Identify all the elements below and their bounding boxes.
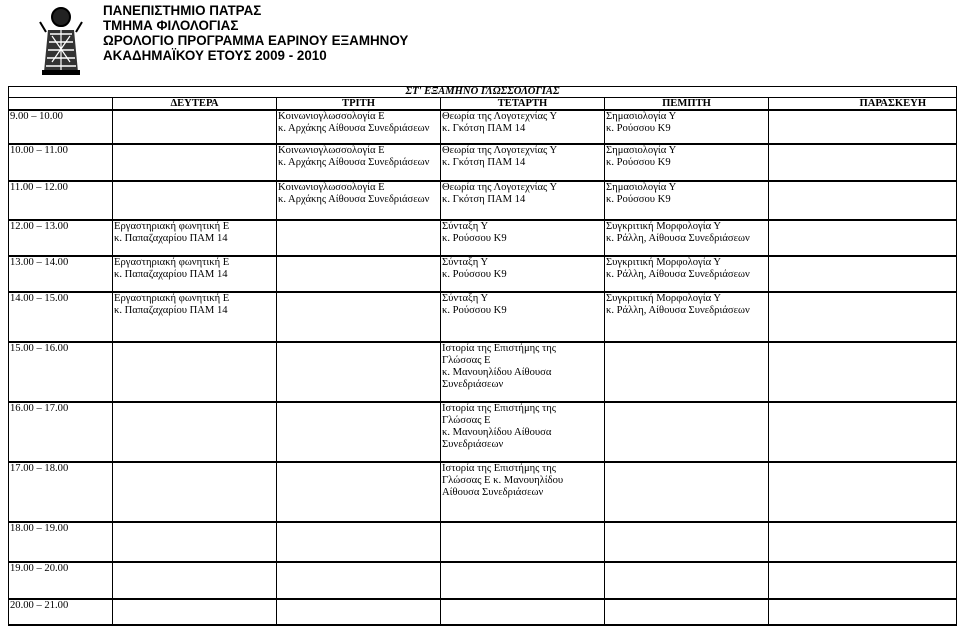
course-name: Κοινωνιογλωσσολογία Ε [278, 182, 385, 193]
course-detail: κ. Αρχάκης Αίθουσα Συνεδριάσεων [278, 194, 430, 205]
course-cell [441, 181, 605, 220]
timetable-row [9, 522, 957, 562]
timetable-row [9, 462, 957, 522]
course-cell [277, 220, 441, 256]
course-cell [769, 256, 957, 292]
course-cell [277, 342, 441, 402]
course-detail: κ. Αρχάκης Αίθουσα Συνεδριάσεων [278, 123, 430, 134]
semester-row [9, 87, 957, 98]
course-detail: κ. Αρχάκης Αίθουσα Συνεδριάσεων [278, 157, 430, 168]
course-detail: κ. Γκότση ΠΑΜ 14 [442, 194, 526, 205]
course-detail: κ. Ρούσσου Κ9 [442, 269, 507, 280]
course-cell [605, 256, 769, 292]
university-name: ΠΑΝΕΠΙΣΤΗΜΙΟ ΠΑΤΡΑΣ [103, 3, 262, 18]
course-cell [277, 562, 441, 599]
course-cell [113, 220, 277, 256]
course-cell [605, 181, 769, 220]
course-cell [113, 402, 277, 462]
course-cell [769, 220, 957, 256]
timetable-row [9, 599, 957, 625]
course-cell [277, 144, 441, 181]
course-cell [113, 256, 277, 292]
timetable-row [9, 292, 957, 342]
course-detail: κ. Γκότση ΠΑΜ 14 [442, 123, 526, 134]
course-detail: κ. Παπαζαχαρίου ΠΑΜ 14 [114, 305, 228, 316]
course-cell [441, 462, 605, 522]
course-cell [769, 599, 957, 625]
timetable-row [9, 181, 957, 220]
course-cell [277, 599, 441, 625]
course-name: Ιστορία της Επιστήμης της [442, 403, 557, 414]
course-cell [441, 256, 605, 292]
course-detail: Γλώσσας Ε κ. Μανουηλίδου [442, 475, 564, 486]
course-name: Σημασιολογία Υ [606, 111, 677, 122]
course-name: Σύνταξη Υ [442, 257, 489, 268]
course-cell [441, 402, 605, 462]
course-cell [769, 462, 957, 522]
course-cell [769, 292, 957, 342]
timetable-row [9, 110, 957, 144]
course-name: Ιστορία της Επιστήμης της [442, 343, 557, 354]
course-detail: κ. Ρούσσου Κ9 [442, 305, 507, 316]
timetable-row [9, 256, 957, 292]
course-detail: κ. Ρούσσου Κ9 [606, 123, 671, 134]
course-detail: Συνεδριάσεων [442, 379, 504, 390]
day-header: ΠΕΜΠΤΗ [605, 98, 769, 111]
time-slot: 14.00 – 15.00 [9, 292, 113, 342]
day-header: ΤΕΤΑΡΤΗ [441, 98, 605, 111]
time-slot: 10.00 – 11.00 [9, 144, 113, 181]
course-name: Ιστορία της Επιστήμης της [442, 463, 557, 474]
course-detail: κ. Μανουηλίδου Αίθουσα [442, 427, 552, 438]
document-header [103, 3, 408, 63]
time-slot: 16.00 – 17.00 [9, 402, 113, 462]
day-header: ΤΡΙΤΗ [277, 98, 441, 111]
course-cell [277, 110, 441, 144]
course-detail: κ. Ρούσσου Κ9 [606, 157, 671, 168]
course-detail: Γλώσσας Ε [442, 355, 491, 366]
time-header [9, 98, 113, 111]
course-cell [605, 402, 769, 462]
course-cell [769, 522, 957, 562]
course-detail: κ. Μανουηλίδου Αίθουσα [442, 367, 552, 378]
course-name: Κοινωνιογλωσσολογία Ε [278, 145, 385, 156]
course-detail: κ. Γκότση ΠΑΜ 14 [442, 157, 526, 168]
course-detail: Γλώσσας Ε [442, 415, 491, 426]
course-cell [769, 342, 957, 402]
course-cell [605, 342, 769, 402]
course-name: Θεωρία της Λογοτεχνίας Υ [442, 145, 558, 156]
semester-title: ΣΤ' ΕΞΑΜΗΝΟ ΓΛΩΣΣΟΛΟΓΙΑΣ [9, 87, 957, 98]
course-cell [605, 144, 769, 181]
time-slot: 15.00 – 16.00 [9, 342, 113, 402]
course-detail: Αίθουσα Συνεδριάσεων [442, 487, 544, 498]
timetable-row [9, 220, 957, 256]
course-detail: κ. Παπαζαχαρίου ΠΑΜ 14 [114, 269, 228, 280]
course-name: Εργαστηριακή φωνητική Ε [114, 221, 230, 232]
time-slot: 11.00 – 12.00 [9, 181, 113, 220]
course-cell [441, 522, 605, 562]
time-slot: 12.00 – 13.00 [9, 220, 113, 256]
course-detail: κ. Ράλλη, Αίθουσα Συνεδριάσεων [606, 269, 750, 280]
course-name: Συγκριτική Μορφολογία Υ [606, 293, 722, 304]
course-cell [441, 220, 605, 256]
time-slot: 19.00 – 20.00 [9, 562, 113, 599]
time-slot: 20.00 – 21.00 [9, 599, 113, 625]
course-cell [277, 402, 441, 462]
course-name: Συγκριτική Μορφολογία Υ [606, 221, 722, 232]
course-name: Σημασιολογία Υ [606, 145, 677, 156]
academic-year: ΑΚΑΔΗΜΑΪΚΟΥ ΕΤΟΥΣ 2009 - 2010 [103, 48, 327, 63]
course-detail: κ. Ρούσσου Κ9 [442, 233, 507, 244]
time-slot: 13.00 – 14.00 [9, 256, 113, 292]
course-name: Σύνταξη Υ [442, 221, 489, 232]
course-detail: κ. Ράλλη, Αίθουσα Συνεδριάσεων [606, 305, 750, 316]
course-cell [769, 562, 957, 599]
timetable-row [9, 562, 957, 599]
course-cell [113, 181, 277, 220]
course-cell [441, 562, 605, 599]
timetable-row [9, 402, 957, 462]
course-name: Κοινωνιογλωσσολογία Ε [278, 111, 385, 122]
course-cell [769, 110, 957, 144]
course-cell [605, 599, 769, 625]
course-cell [605, 110, 769, 144]
course-cell [277, 256, 441, 292]
course-cell [605, 522, 769, 562]
course-cell [441, 144, 605, 181]
course-cell [113, 110, 277, 144]
course-cell [113, 462, 277, 522]
course-cell [441, 292, 605, 342]
course-name: Σημασιολογία Υ [606, 182, 677, 193]
course-cell [277, 292, 441, 342]
course-cell [605, 220, 769, 256]
schedule-title: ΩΡΟΛΟΓΙΟ ΠΡΟΓΡΑΜΜΑ ΕΑΡΙΝΟΥ ΕΞΑΜΗΝΟΥ [103, 33, 409, 48]
course-cell [113, 522, 277, 562]
course-name: Σύνταξη Υ [442, 293, 489, 304]
course-detail: κ. Ράλλη, Αίθουσα Συνεδριάσεων [606, 233, 750, 244]
course-cell [113, 292, 277, 342]
timetable-body [9, 110, 957, 625]
time-slot: 18.00 – 19.00 [9, 522, 113, 562]
day-header: ΔΕΥΤΕΡΑ [113, 98, 277, 111]
course-name: Θεωρία της Λογοτεχνίας Υ [442, 182, 558, 193]
course-cell [277, 462, 441, 522]
course-cell [605, 462, 769, 522]
department-name: ΤΜΗΜΑ ΦΙΛΟΛΟΓΙΑΣ [103, 18, 239, 33]
timetable [8, 86, 957, 626]
course-cell [441, 342, 605, 402]
course-detail: κ. Παπαζαχαρίου ΠΑΜ 14 [114, 233, 228, 244]
course-name: Θεωρία της Λογοτεχνίας Υ [442, 111, 558, 122]
course-cell [113, 342, 277, 402]
course-cell [277, 522, 441, 562]
course-cell [277, 181, 441, 220]
course-cell [769, 181, 957, 220]
timetable-row [9, 342, 957, 402]
university-seal-icon [30, 2, 92, 76]
course-cell [441, 110, 605, 144]
course-cell [769, 402, 957, 462]
time-slot: 9.00 – 10.00 [9, 110, 113, 144]
timetable-row [9, 144, 957, 181]
course-cell [605, 292, 769, 342]
course-cell [769, 144, 957, 181]
course-detail: Συνεδριάσεων [442, 439, 504, 450]
course-cell [113, 599, 277, 625]
course-name: Συγκριτική Μορφολογία Υ [606, 257, 722, 268]
course-name: Εργαστηριακή φωνητική Ε [114, 293, 230, 304]
course-detail: κ. Ρούσσου Κ9 [606, 194, 671, 205]
course-cell [605, 562, 769, 599]
course-cell [441, 599, 605, 625]
day-header: ΠΑΡΑΣΚΕΥΗ [769, 98, 957, 111]
days-row [9, 98, 957, 111]
time-slot: 17.00 – 18.00 [9, 462, 113, 522]
course-cell [113, 144, 277, 181]
course-name: Εργαστηριακή φωνητική Ε [114, 257, 230, 268]
course-cell [113, 562, 277, 599]
